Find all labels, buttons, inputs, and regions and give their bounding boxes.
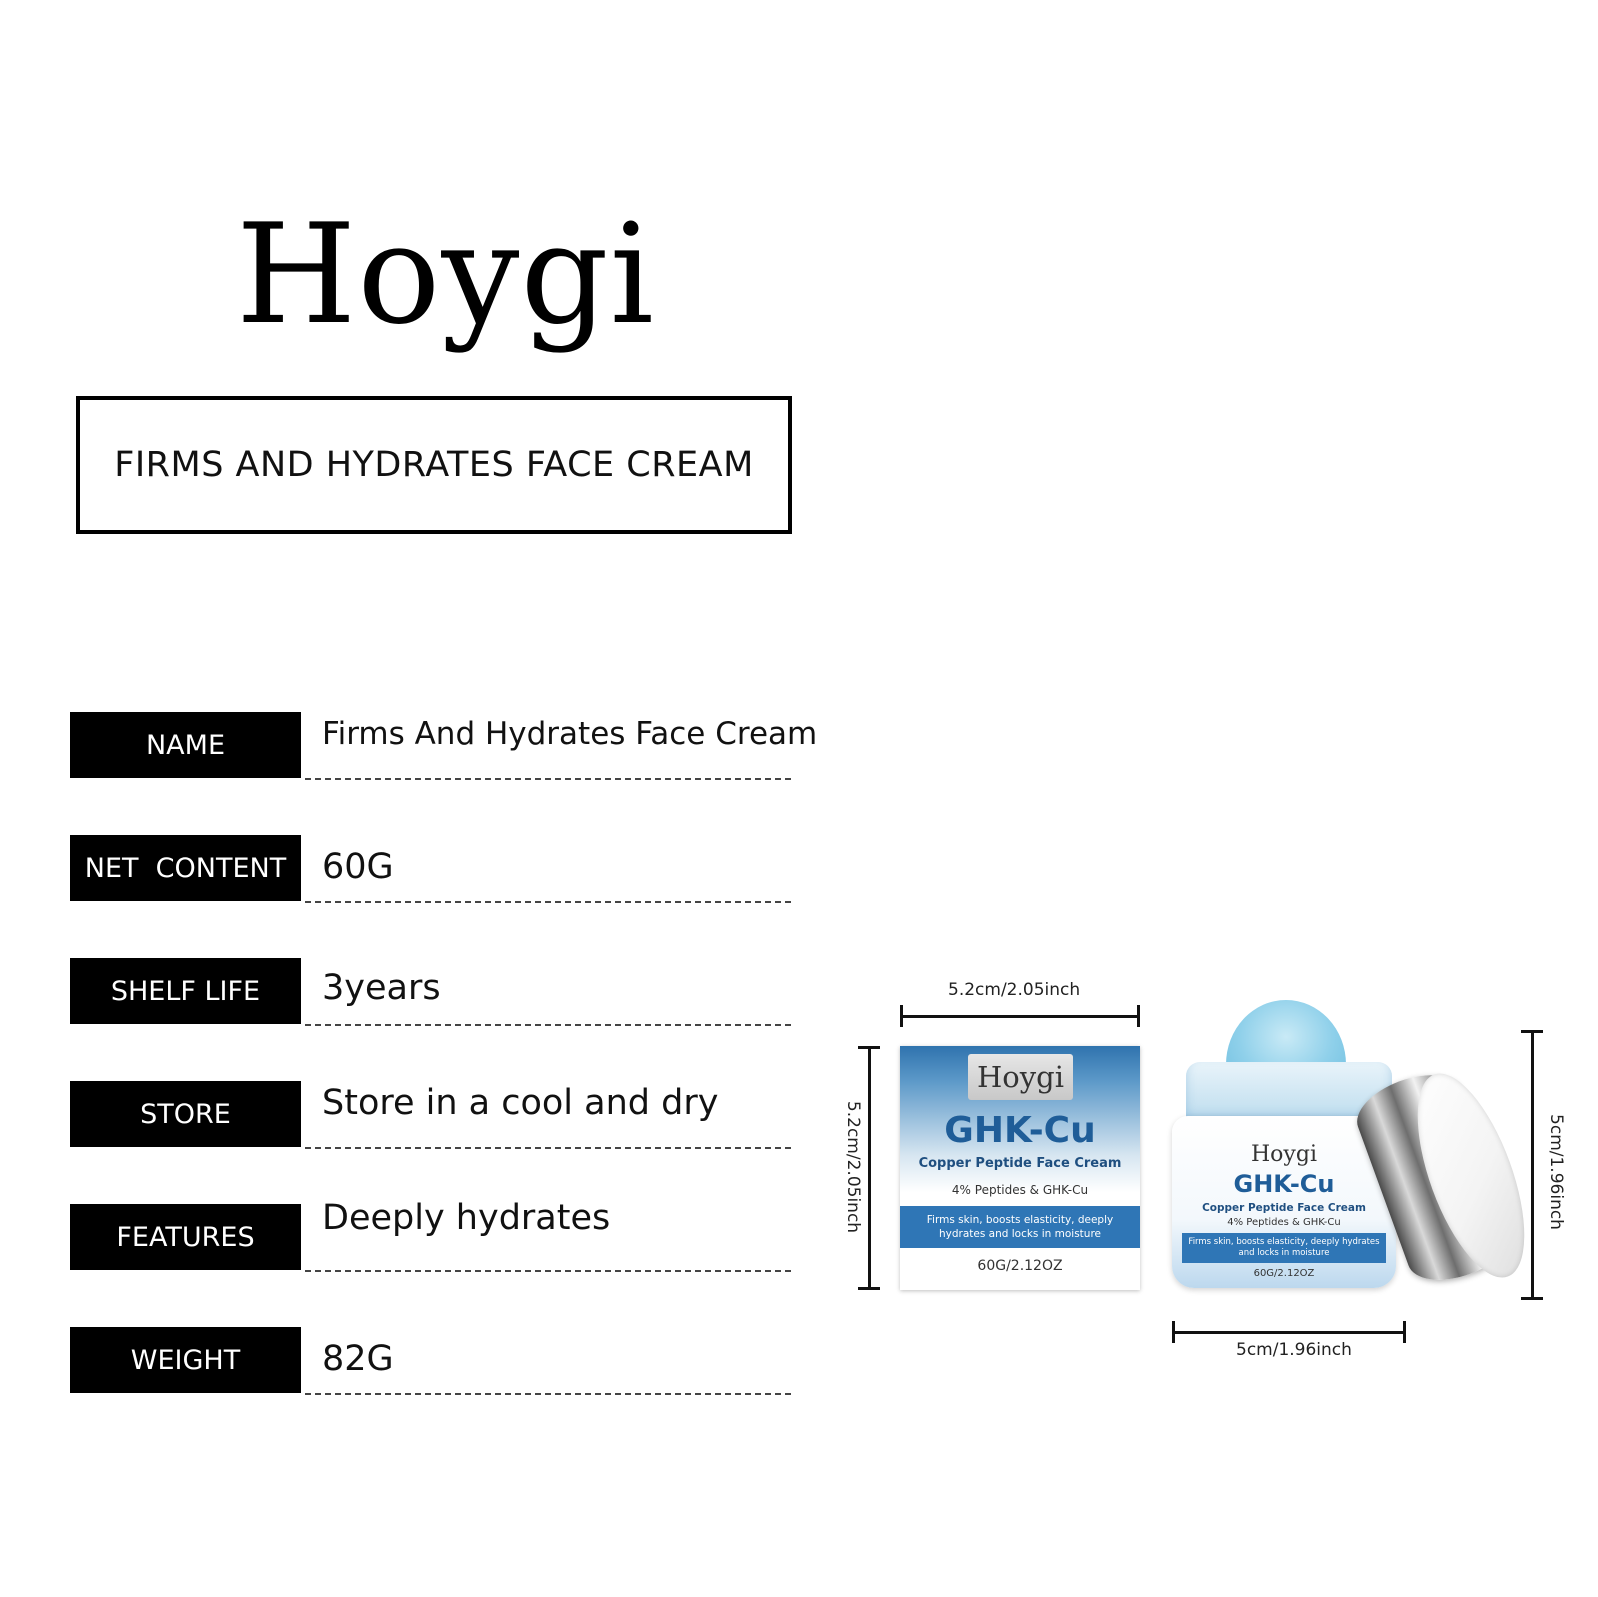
product-jar <box>1172 1116 1396 1288</box>
jar-weight: 60G/2.12OZ <box>1253 1268 1315 1279</box>
jar-subtitle: Copper Peptide Face Cream <box>1202 1202 1366 1214</box>
box-height-bar-cap <box>858 1046 880 1049</box>
box-subtitle: Copper Peptide Face Cream <box>918 1156 1122 1171</box>
jar-logo: Hoygi <box>1251 1142 1317 1167</box>
spec-label: FEATURES <box>70 1204 301 1270</box>
box-width-bar-cap <box>900 1005 903 1027</box>
box-logo: Hoygi <box>968 1054 1073 1100</box>
jar-height-label: 5cm/1.96inch <box>1545 1114 1566 1230</box>
jar-width-bar-cap <box>1172 1321 1175 1343</box>
spec-label: SHELF LIFE <box>70 958 301 1024</box>
spec-label: WEIGHT <box>70 1327 301 1393</box>
dashed-divider <box>305 901 791 903</box>
jar-width-bar-cap <box>1403 1321 1406 1343</box>
brand-logo: Hoygi <box>236 194 655 355</box>
jar-width-label: 5cm/1.96inch <box>1236 1340 1352 1360</box>
spec-value: 60G <box>322 847 394 887</box>
spec-value: Store in a cool and dry <box>322 1083 719 1123</box>
box-height-label: 5.2cm/2.05inch <box>843 1100 864 1234</box>
jar-height-bar-cap <box>1521 1297 1543 1300</box>
jar-claims: Firms skin, boosts elasticity, deeply hydrates and locks in moisture <box>1182 1233 1386 1263</box>
spec-label: NAME <box>70 712 301 778</box>
box-width-label: 5.2cm/2.05inch <box>948 980 1081 1000</box>
headline-box <box>76 396 792 534</box>
box-width-bar-cap <box>1137 1005 1140 1027</box>
spec-value: 82G <box>322 1339 394 1379</box>
box-claims: Firms skin, boosts elasticity, deeply hydrates and locks in moisture <box>900 1206 1140 1248</box>
spec-row-store <box>70 1081 791 1151</box>
box-title: GHK-Cu <box>944 1110 1096 1151</box>
spec-value: Firms And Hydrates Face Cream <box>322 716 818 752</box>
jar-height-bar <box>1531 1030 1534 1300</box>
spec-label: NET CONTENT <box>70 835 301 901</box>
spec-row-net-content <box>70 835 791 905</box>
spec-row-shelf-life <box>70 958 791 1028</box>
dashed-divider <box>305 778 791 780</box>
spec-value: Deeply hydrates <box>322 1198 611 1238</box>
box-ingredients: 4% Peptides & GHK-Cu <box>951 1183 1089 1197</box>
jar-title: GHK-Cu <box>1233 1170 1335 1198</box>
spec-label: STORE <box>70 1081 301 1147</box>
jar-width-bar <box>1172 1331 1406 1334</box>
dashed-divider <box>305 1270 791 1272</box>
headline-text: FIRMS AND HYDRATES FACE CREAM <box>114 445 754 485</box>
box-width-bar <box>900 1015 1140 1018</box>
dashed-divider <box>305 1024 791 1026</box>
box-height-bar <box>868 1046 871 1290</box>
spec-row-features <box>70 1198 791 1274</box>
box-height-bar-cap <box>858 1287 880 1290</box>
dashed-divider <box>305 1393 791 1395</box>
spec-row-weight <box>70 1327 791 1397</box>
jar-ingredients: 4% Peptides & GHK-Cu <box>1227 1217 1341 1228</box>
spec-value: 3years <box>322 968 441 1008</box>
product-box <box>900 1046 1140 1290</box>
spec-row-name <box>70 712 818 782</box>
dashed-divider <box>305 1147 791 1149</box>
jar-height-bar-cap <box>1521 1030 1543 1033</box>
box-weight: 60G/2.12OZ <box>977 1258 1063 1274</box>
